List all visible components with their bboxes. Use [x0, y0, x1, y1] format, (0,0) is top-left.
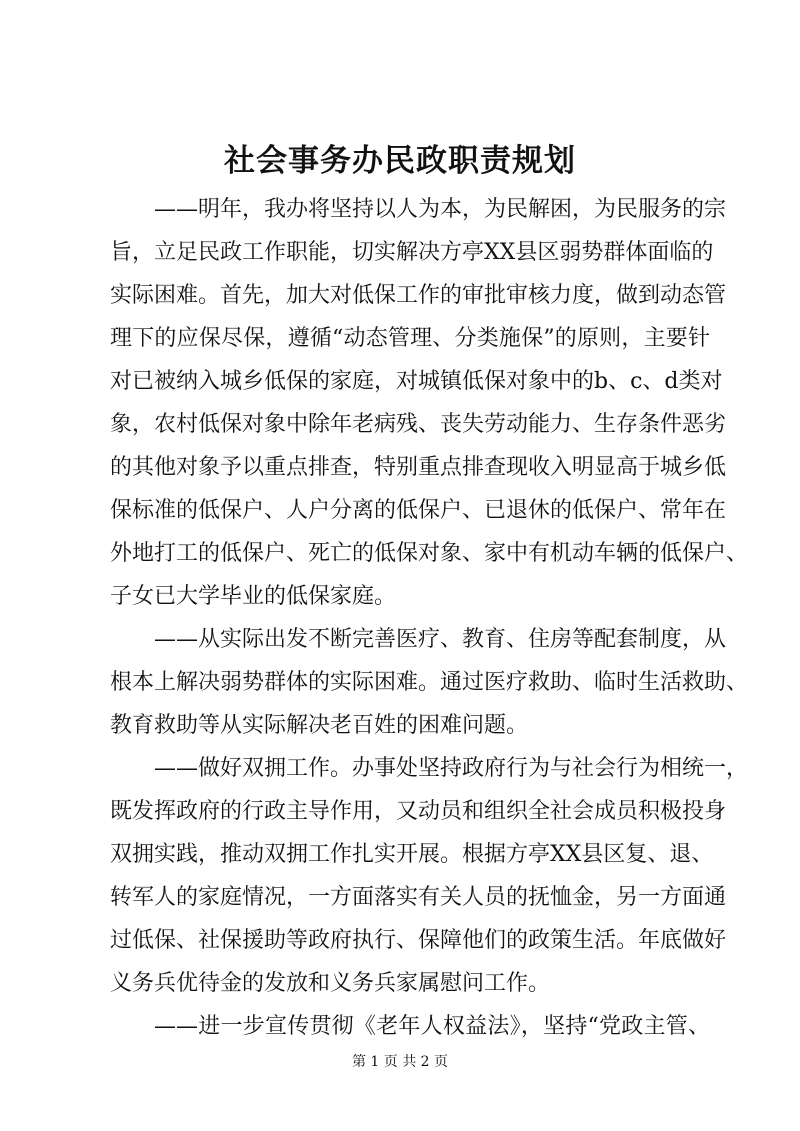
paragraph-line: 转军人的家庭情况，一方面落实有关人员的抚恤金，另一方面通	[110, 885, 727, 910]
page-number-footer: 第 1 页 共 2 页	[351, 1054, 449, 1070]
paragraph-line: 旨，立足民政工作职能，切实解决方亭XX县区弱势群体面临的	[110, 240, 714, 265]
paragraph-line: ——做好双拥工作。办事处坚持政府行为与社会行为相统一，	[154, 756, 749, 781]
paragraph-line: 象，农村低保对象中除年老病残、丧失劳动能力、生存条件恶劣	[110, 412, 727, 437]
paragraph-line: 根本上解决弱势群体的实际困难。通过医疗救助、临时生活救助、	[110, 670, 749, 695]
document-body	[110, 188, 749, 1048]
paragraph-line: 双拥实践，推动双拥工作扎实开展。根据方亭XX县区复、退、	[110, 842, 714, 867]
paragraph-line: 过低保、社保援助等政府执行、保障他们的政策生活。年底做好	[110, 928, 727, 953]
document-title: 社会事务办民政职责规划	[224, 143, 576, 179]
paragraph-line: 实际困难。首先，加大对低保工作的审批审核力度，做到动态管	[110, 283, 727, 308]
paragraph-line: 义务兵优待金的发放和义务兵家属慰问工作。	[110, 971, 551, 996]
paragraph-line: 子女已大学毕业的低保家庭。	[110, 584, 397, 609]
paragraph-line: 理下的应保尽保，遵循“动态管理、分类施保”的原则，主要针	[110, 326, 710, 351]
paragraph-line: 保标准的低保户、人户分离的低保户、已退休的低保户、常年在	[110, 498, 727, 523]
paragraph-line: 对已被纳入城乡低保的家庭，对城镇低保对象中的b、c、d类对	[110, 369, 723, 394]
paragraph-line: 既发挥政府的行政主导作用，又动员和组织全社会成员积极投身	[110, 799, 727, 824]
paragraph-line: ——从实际出发不断完善医疗、教育、住房等配套制度，从	[154, 627, 727, 652]
paragraph-line: ——进一步宣传贯彻《老年人权益法》，坚持“党政主管、	[154, 1014, 710, 1039]
paragraph-line: 的其他对象予以重点排查，特别重点排查现收入明显高于城乡低	[110, 455, 727, 480]
paragraph-line: ——明年，我办将坚持以人为本，为民解困，为民服务的宗	[154, 197, 727, 222]
paragraph-line: 教育救助等从实际解决老百姓的困难问题。	[110, 713, 529, 738]
paragraph-line: 外地打工的低保户、死亡的低保对象、家中有机动车辆的低保户、	[110, 541, 749, 566]
